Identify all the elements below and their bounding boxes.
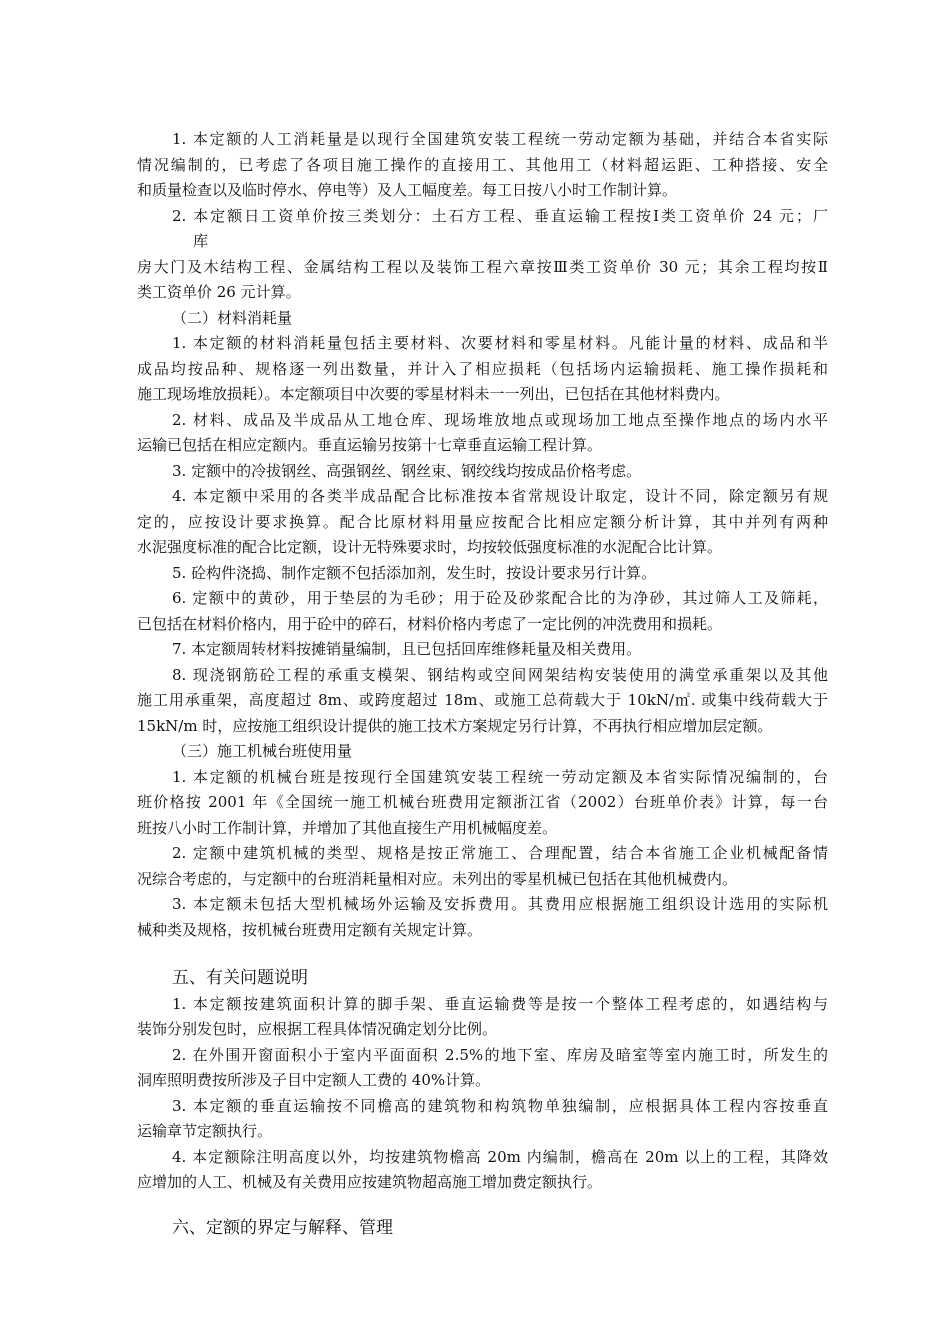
paragraph-line: 1. 本定额按建筑面积计算的脚手架、垂直运输费等是按一个整体工程考虑的，如遇结构与 xyxy=(172,995,828,1013)
paragraph-line: 应增加的人工、机械及有关费用应按建筑物超高施工增加费定额执行。 xyxy=(137,1173,603,1191)
section-heading: 六、定额的界定与解释、管理 xyxy=(172,1218,393,1238)
paragraph-line: 4. 本定额除注明高度以外，均按建筑物檐高 20m 内编制，檐高在 20m 以上的工程，其降效 xyxy=(172,1148,828,1166)
paragraph-line: 1. 本定额的机械台班是按现行全国建筑安装工程统一劳动定额及本省实际情况编制的，台 xyxy=(172,768,828,786)
paragraph-line: 3. 本定额的垂直运输按不同檐高的建筑物和构筑物单独编制，应根据具体工程内容按垂直 xyxy=(172,1097,828,1115)
paragraph-line: 运输已包括在相应定额内。垂直运输另按第十七章垂直运输工程计算。 xyxy=(137,436,603,454)
paragraph-line: 4. 本定额中采用的各类半成品配合比标准按本省常规设计取定，设计不同，除定额另有规 xyxy=(172,487,828,505)
paragraph-line: 情况编制的，已考虑了各项目施工操作的直接用工、其他用工（材料超运距、工种搭接、安全 xyxy=(137,156,828,174)
paragraph-line: 2. 材料、成品及半成品从工地仓库、现场堆放地点或现场加工地点至操作地点的场内水平 xyxy=(172,411,828,429)
section-heading: 五、有关问题说明 xyxy=(172,968,308,988)
paragraph-line: 1. 本定额的材料消耗量包括主要材料、次要材料和零星材料。凡能计量的材料、成品和半 xyxy=(172,334,828,352)
paragraph-line: 15kN/m 时，应按施工组织设计提供的施工技术方案规定另行计算，不再执行相应增加层定额。 xyxy=(137,717,773,735)
paragraph-line: 班按八小时工作制计算，并增加了其他直接生产用机械幅度差。 xyxy=(137,819,558,837)
paragraph-line: 库 xyxy=(193,232,209,250)
section-subheading: （三）施工机械台班使用量 xyxy=(172,742,353,760)
paragraph-line: 况综合考虑的，与定额中的台班消耗量相对应。未列出的零星机械已包括在其他机械费内。 xyxy=(137,870,738,888)
paragraph-line: 1. 本定额的人工消耗量是以现行全国建筑安装工程统一劳动定额为基础，并结合本省实际 xyxy=(172,130,828,148)
paragraph-line: 洞库照明费按所涉及子目中定额人工费的 40%计算。 xyxy=(137,1071,491,1089)
paragraph-line: 已包括在材料价格内，用于砼中的碎石，材料价格内考虑了一定比例的冲洗费用和损耗。 xyxy=(137,615,723,633)
paragraph-line: 5. 砼构件浇捣、制作定额不包括添加剂，发生时，按设计要求另行计算。 xyxy=(172,564,657,582)
paragraph-line: 7. 本定额周转材料按摊销量编制，且已包括回库维修耗量及相关费用。 xyxy=(172,640,642,658)
paragraph-line: 3. 本定额未包括大型机械场外运输及安拆费用。其费用应根据施工组织设计选用的实际机 xyxy=(172,895,828,913)
paragraph-line: 房大门及木结构工程、金属结构工程以及装饰工程六章按Ⅲ类工资单价 30 元；其余工程均按Ⅱ xyxy=(137,258,828,276)
paragraph-line: 类工资单价 26 元计算。 xyxy=(137,283,301,301)
paragraph-line: 成品均按品种、规格逐一列出数量，并计入了相应损耗（包括场内运输损耗、施工操作损耗和 xyxy=(137,360,828,378)
paragraph-line: 8. 现浇钢筋砼工程的承重支模架、钢结构或空间网架结构安装使用的满堂承重架以及其他 xyxy=(172,666,828,684)
paragraph-line: 6. 定额中的黄砂，用于垫层的为毛砂；用于砼及砂浆配合比的为净砂，其过筛人工及筛耗， xyxy=(172,589,828,607)
paragraph-line: 械种类及规格，按机械台班费用定额有关规定计算。 xyxy=(137,921,483,939)
paragraph-line: 施工用承重架，高度超过 8m、或跨度超过 18m、或施工总荷载大于 10kN/㎡. 或集中线荷载大于 xyxy=(137,691,828,709)
paragraph-line: 2. 在外围开窗面积小于室内平面面积 2.5%的地下室、库房及暗室等室内施工时，所发生的 xyxy=(172,1046,828,1064)
paragraph-line: 班价格按 2001 年《全国统一施工机械台班费用定额浙江省（2002）台班单价表》计算，每一台 xyxy=(137,793,828,811)
paragraph-line: 水泥强度标准的配合比定额，设计无特殊要求时，均按较低强度标准的水泥配合比计算。 xyxy=(137,538,723,556)
paragraph-line: 和质量检查以及临时停水、停电等）及人工幅度差。每工日按八小时工作制计算。 xyxy=(137,181,678,199)
paragraph-line: 施工现场堆放损耗）。本定额项目中次要的零星材料未一一列出，已包括在其他材料费内。 xyxy=(137,385,730,403)
paragraph-line: 3. 定额中的冷拔钢丝、高强钢丝、钢丝束、钢绞线均按成品价格考虑。 xyxy=(172,462,642,480)
paragraph-line: 装饰分别发包时，应根据工程具体情况确定划分比例。 xyxy=(137,1020,498,1038)
section-subheading: （二）材料消耗量 xyxy=(172,309,293,327)
paragraph-line: 2. 定额中建筑机械的类型、规格是按正常施工、合理配置，结合本省施工企业机械配备情 xyxy=(172,844,828,862)
paragraph-line: 2. 本定额日工资单价按三类划分：土石方工程、垂直运输工程按Ⅰ类工资单价 24 元；厂 xyxy=(172,207,828,225)
paragraph-line: 定的，应按设计要求换算。配合比原材料用量应按配合比相应定额分析计算，其中并列有两种 xyxy=(137,513,828,531)
paragraph-line: 运输章节定额执行。 xyxy=(137,1122,273,1140)
